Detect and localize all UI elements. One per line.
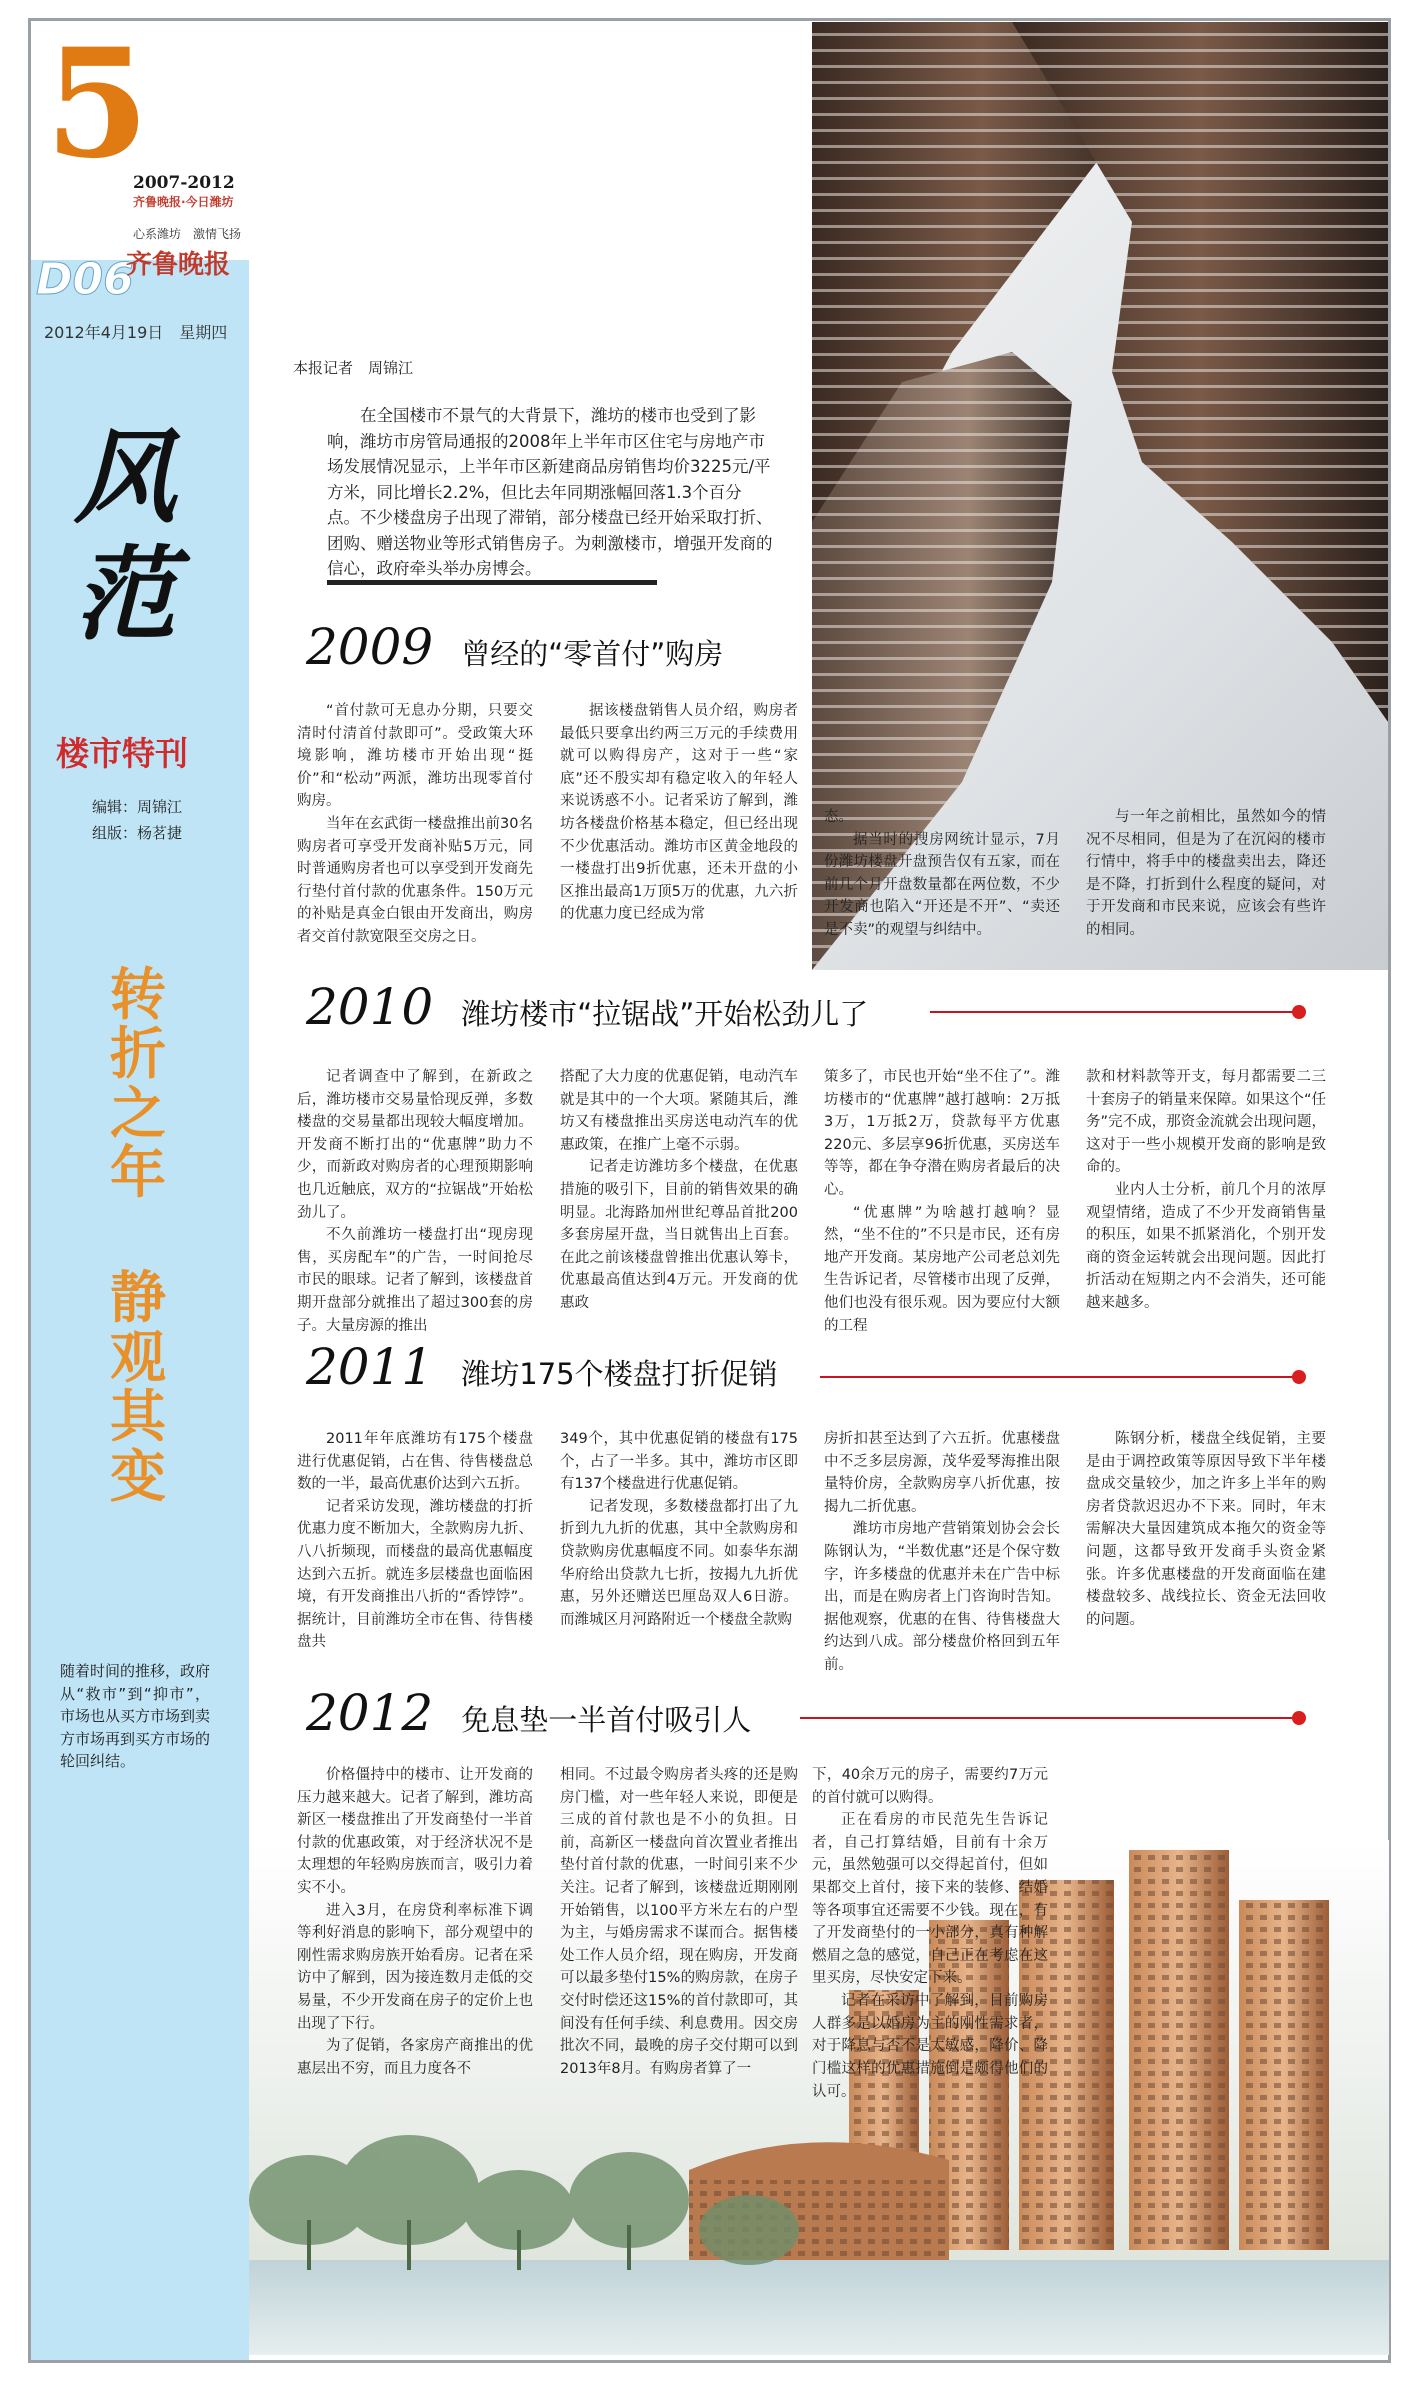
paragraph: 策多了，市民也开始“坐不住了”。潍坊楼市的“优惠牌”越打越响：2万抵3万，1万抵2万，贷款每平方优惠220元、多层享96折优惠，买房送车等等，都在争夺潜在购房者最后的决心。 xyxy=(824,1069,1060,1199)
section-title-2012 xyxy=(306,1684,751,1742)
section-2011-column-3 xyxy=(824,1428,1060,1677)
section-2012-column-1 xyxy=(297,1764,533,2081)
paragraph: “首付款可无息办分期，只要交清时付清首付款即可”。受政策大环境影响，潍坊楼市开始出现“挺价”和“松动”两派，潍坊出现零首付购房。 xyxy=(297,703,533,810)
paragraph: 记者走访潍坊多个楼盘，在优惠措施的吸引下，目前的销售效果的确明显。北海路加州世纪尊品首批200多套房屋开盘，当日就售出上百套。在此之前该楼盘曾推出优惠认筹卡，优惠最高值达到4万元。开发商的优惠政 xyxy=(560,1159,798,1312)
section-2010-column-3 xyxy=(824,1066,1060,1337)
lead-divider xyxy=(327,580,657,585)
column-title: 风范 xyxy=(74,418,176,656)
paragraph: 当年在玄武街一楼盘推出前30名购房者可享受开发商补贴5万元，同时普通购房者也可以享受到开发商先行垫付首付款的优惠条件。150万元的补贴是真金白银由开发商出，购房者交首付款宽限至交房之日。 xyxy=(297,816,533,946)
section-dot-icon xyxy=(1292,1711,1306,1725)
anniversary-logo xyxy=(31,16,281,256)
section-2009-column-3 xyxy=(824,806,1060,942)
slogan-part2: 静观其变 xyxy=(110,1266,166,1510)
paragraph: 记者调查中了解到，在新政之后，潍坊楼市交易量恰现反弹，多数楼盘的交易量都出现较大幅度增加。开发商不断打出的“优惠牌”助力不少，而新政对购房者的心理预期影响也几近触底，双方的“拉锯战”开始松劲儿了。 xyxy=(297,1069,533,1221)
slogan-part1: 转折之年 xyxy=(110,963,166,1207)
lead-paragraph: 在全国楼市不景气的大背景下，潍坊的楼市也受到了影响，潍坊市房管局通报的2008年上半年市区住宅与房地产市场发展情况显示，上半年市区新建商品房销售均价3225元/平方米，同比增长2.2%，但比去年同期涨幅回落1.3个百分点。不少楼盘房子出现了滞销，部分楼盘已经开始采取打折、团购、赠送物业等形式销售房子。为刺激楼市，增强开发商的信心，政府牵头举办房博会。 xyxy=(327,406,773,579)
paragraph: 正在看房的市民范先生告诉记者，自己打算结婚，目前有十余万元，虽然勉强可以交得起首付，但如果都交上首付，接下来的装修、结婚等各项事宜还需要不少钱。现在，有了开发商垫付的一小部分，真有种解燃眉之急的感觉，自己正在考虑在这里买房，尽快安定下来。 xyxy=(812,1812,1048,1987)
section-year: 2011 xyxy=(306,1338,434,1396)
slogan-gap xyxy=(108,1203,168,1269)
page-number: D06 xyxy=(36,254,134,305)
paragraph: 价格僵持中的楼市、让开发商的压力越来越大。记者了解到，潍坊高新区一楼盘推出了开发商垫付一半首付款的优惠政策，对于经济状况不是太理想的年轻购房族而言，吸引力着实不小。 xyxy=(297,1767,533,1897)
section-year: 2009 xyxy=(306,618,434,676)
section-2009-column-4 xyxy=(1086,806,1326,942)
paragraph: 款和材料款等开支，每月都需要二三十套房子的销量来保障。如果这个“任务”完不成，那资金流就会出现问题，这对于一些小规模开发商的影响是致命的。 xyxy=(1086,1069,1326,1176)
section-2009-column-2 xyxy=(560,700,798,926)
paragraph: 349个，其中优惠促销的楼盘有175个，占了一半多。其中，潍坊市区即有137个楼盘进行优惠促销。 xyxy=(560,1431,798,1493)
paragraph: 陈钢分析，楼盘全线促销，主要是由于调控政策等原因导致下半年楼盘成交量较少，加之许多上半年的购房者贷款迟迟办不下来。同时，年末需解决大量因建筑成本拖欠的资金等问题，这都导致开发商手头资金紧张。许多优惠楼盘的开发商面临在建楼盘较多、战线拉长、资金无法回收的问题。 xyxy=(1086,1431,1326,1628)
section-2012-column-2 xyxy=(560,1764,798,2081)
section-2010-column-2 xyxy=(560,1066,798,1315)
section-title-2010 xyxy=(306,978,868,1036)
section-2010-column-4 xyxy=(1086,1066,1326,1315)
number-five-logo-icon: 5 xyxy=(45,16,150,192)
paragraph: 业内人士分析，前几个月的浓厚观望情绪，造成了不少开发商销售量的积压，如果不抓紧消化，个别开发商的资金运转就会出现问题。因此打折活动在短期之内不会消失，还可能越来越多。 xyxy=(1086,1182,1326,1312)
sidebar-note: 随着时间的推移，政府从“救市”到“抑市”，市场也从买方市场到卖方市场再到买方市场的轮回纠结。 xyxy=(60,1662,211,1770)
paragraph: 据该楼盘销售人员介绍，购房者最低只要拿出约两三万元的手续费用就可以购得房产，这对于一些“家底”还不殷实却有稳定收入的年轻人来说诱惑不小。记者采访了解到，潍坊各楼盘价格基本稳定，但已经出现不少优惠活动。潍坊市区黄金地段的一楼盘打出9折优惠，还未开盘的小区推出最高1万顶5万的优惠，九六折的优惠力度已经成为常 xyxy=(560,703,798,923)
paragraph: 进入3月，在房贷利率标准下调等利好消息的影响下，部分观望中的刚性需求购房族开始看房。记者在采访中了解到，因为接连数月走低的交易量，不少开发商在房子的定价上也出现了下行。 xyxy=(297,1902,533,2032)
column-subtitle: 楼市特刊 xyxy=(56,734,188,773)
paragraph: 记者发现，多数楼盘都打出了九折到九九折的优惠，其中全款购房和贷款购房优惠幅度不同。如泰华东湖华府给出贷款九七折，按揭九九折优惠，另外还赠送巴厘岛双人6日游。而潍城区月河路附近一个楼盘全款购 xyxy=(560,1498,798,1628)
paragraph: 2011年年底潍坊有175个楼盘进行优惠促销，占在售、待售楼盘总数的一半，最高优惠价达到六五折。 xyxy=(297,1431,533,1493)
section-heading: 潍坊175个楼盘打折促销 xyxy=(461,1357,778,1391)
paragraph: 为了促销，各家房产商推出的优惠层出不穷，而且力度各不 xyxy=(297,2038,533,2077)
section-dot-icon xyxy=(1292,1005,1306,1019)
paragraph: 与一年之前相比，虽然如今的情况不尽相同，但是为了在沉闷的楼市行情中，将手中的楼盘卖出去，降还是不降，打折到什么程度的疑问，对于开发商和市民来说，应该会有些许的相同。 xyxy=(1086,809,1326,939)
paragraph: 房折扣甚至达到了六五折。优惠楼盘中不乏多层房源，茂华爱琴海推出限量特价房，全款购房享八折优惠，按揭九二折优惠。 xyxy=(824,1431,1060,1515)
paper-name: 齐鲁晚报 xyxy=(126,250,231,280)
section-2011-column-1 xyxy=(297,1428,533,1654)
section-2011-column-4 xyxy=(1086,1428,1326,1631)
editor-credits xyxy=(92,794,182,847)
editor-name: 编辑：周锦江 xyxy=(92,798,183,816)
section-2011-column-2 xyxy=(560,1428,798,1631)
paragraph: 下，40余万元的房子，需要约7万元的首付就可以购得。 xyxy=(812,1767,1048,1806)
section-rule xyxy=(930,1011,1296,1013)
paragraph: 记者采访发现，潍坊楼盘的打折优惠力度不断加大，全款购房九折、八八折频现，而楼盘的最高优惠幅度达到六五折。就连多层楼盘也面临困境，有开发商推出八折的“香饽饽”。据统计，目前潍坊全市在售、待售楼盘共 xyxy=(297,1498,533,1651)
paragraph: 据当时的搜房网统计显示，7月份潍坊楼盘开盘预告仅有五家，而在前几个月开盘数量都在两位数，不少开发商也陷入“开还是不开”、“卖还是不卖”的观望与纠结中。 xyxy=(824,831,1060,939)
paragraph: 相同。不过最令购房者头疼的还是购房门槛，对一些年轻人来说，即便是三成的首付款也是不小的负担。日前，高新区一楼盘向首次置业者推出垫付首付款的优惠，一时间引来不少关注。记者了解到，该楼盘近期刚刚开始销售，以100平方米左右的户型为主，与婚房需求不谋而合。据售楼处工作人员介绍，现在购房，开发商可以最多垫付15%的购房款，在房子交付时偿还这15%的首付款即可，其间没有任何手续、利息费用。因交房批次不同，最晚的房子交付期可以到2013年8月。有购房者算了一 xyxy=(560,1767,798,2077)
section-year: 2010 xyxy=(306,978,434,1036)
section-2012-column-3 xyxy=(812,1764,1048,2103)
section-rule xyxy=(800,1717,1296,1719)
paragraph: 态。 xyxy=(824,809,853,825)
paragraph: 搭配了大力度的优惠促销，电动汽车就是其中的一个大项。紧随其后，潍坊又有楼盘推出买房送电动汽车的优惠政策，在推广上毫不示弱。 xyxy=(560,1069,798,1153)
section-heading: 潍坊楼市“拉锯战”开始松劲儿了 xyxy=(461,997,869,1031)
section-2010-column-1 xyxy=(297,1066,533,1337)
section-heading: 曾经的“零首付”购房 xyxy=(461,637,724,671)
paragraph: 潍坊市房地产营销策划协会会长陈钢认为，“半数优惠”还是个保守数字，许多楼盘的优惠并未在广告中标出，而是在购房者上门咨询时告知。据他观察，优惠的在售、待售楼盘大约达到八成。部分楼盘价格回到五年前。 xyxy=(824,1521,1060,1674)
section-2009-column-1 xyxy=(297,700,533,949)
paragraph: 记者在采访中了解到，目前购房人群多是以婚房为主的刚性需求者，对于降息与否不是太敏感，降价、降门槛这样的优惠措施倒是颇得他们的认可。 xyxy=(812,1993,1048,2100)
section-rule xyxy=(820,1376,1296,1378)
issue-date: 2012年4月19日 星期四 xyxy=(44,323,228,342)
paragraph: “优惠牌”为啥越打越响？显然，“坐不住的”不只是市民，还有房地产开发商。某房地产公司老总刘先生告诉记者，尽管楼市出现了反弹，他们也没有很乐观。因为要应付大额的工程 xyxy=(824,1204,1060,1334)
paragraph: 不久前潍坊一楼盘打出“现房现售，买房配车”的广告，一时间抢尽市民的眼球。记者了解到，该楼盘首期开盘部分就推出了超过300套的房子。大量房源的推出 xyxy=(297,1227,533,1334)
logo-slogan: 心系潍坊 激情飞扬 xyxy=(133,227,242,241)
section-title-2009 xyxy=(306,618,723,676)
section-year: 2012 xyxy=(306,1684,434,1742)
section-title-2011 xyxy=(306,1338,778,1396)
logo-years: 2007-2012 xyxy=(133,173,235,193)
vertical-slogan xyxy=(108,963,168,1510)
byline: 本报记者 周锦江 xyxy=(293,359,414,377)
section-heading: 免息垫一半首付吸引人 xyxy=(461,1703,752,1737)
layout-name: 组版：杨茗捷 xyxy=(92,824,183,843)
logo-subtitle: 齐鲁晚报·今日潍坊 xyxy=(133,195,234,209)
section-dot-icon xyxy=(1292,1370,1306,1384)
